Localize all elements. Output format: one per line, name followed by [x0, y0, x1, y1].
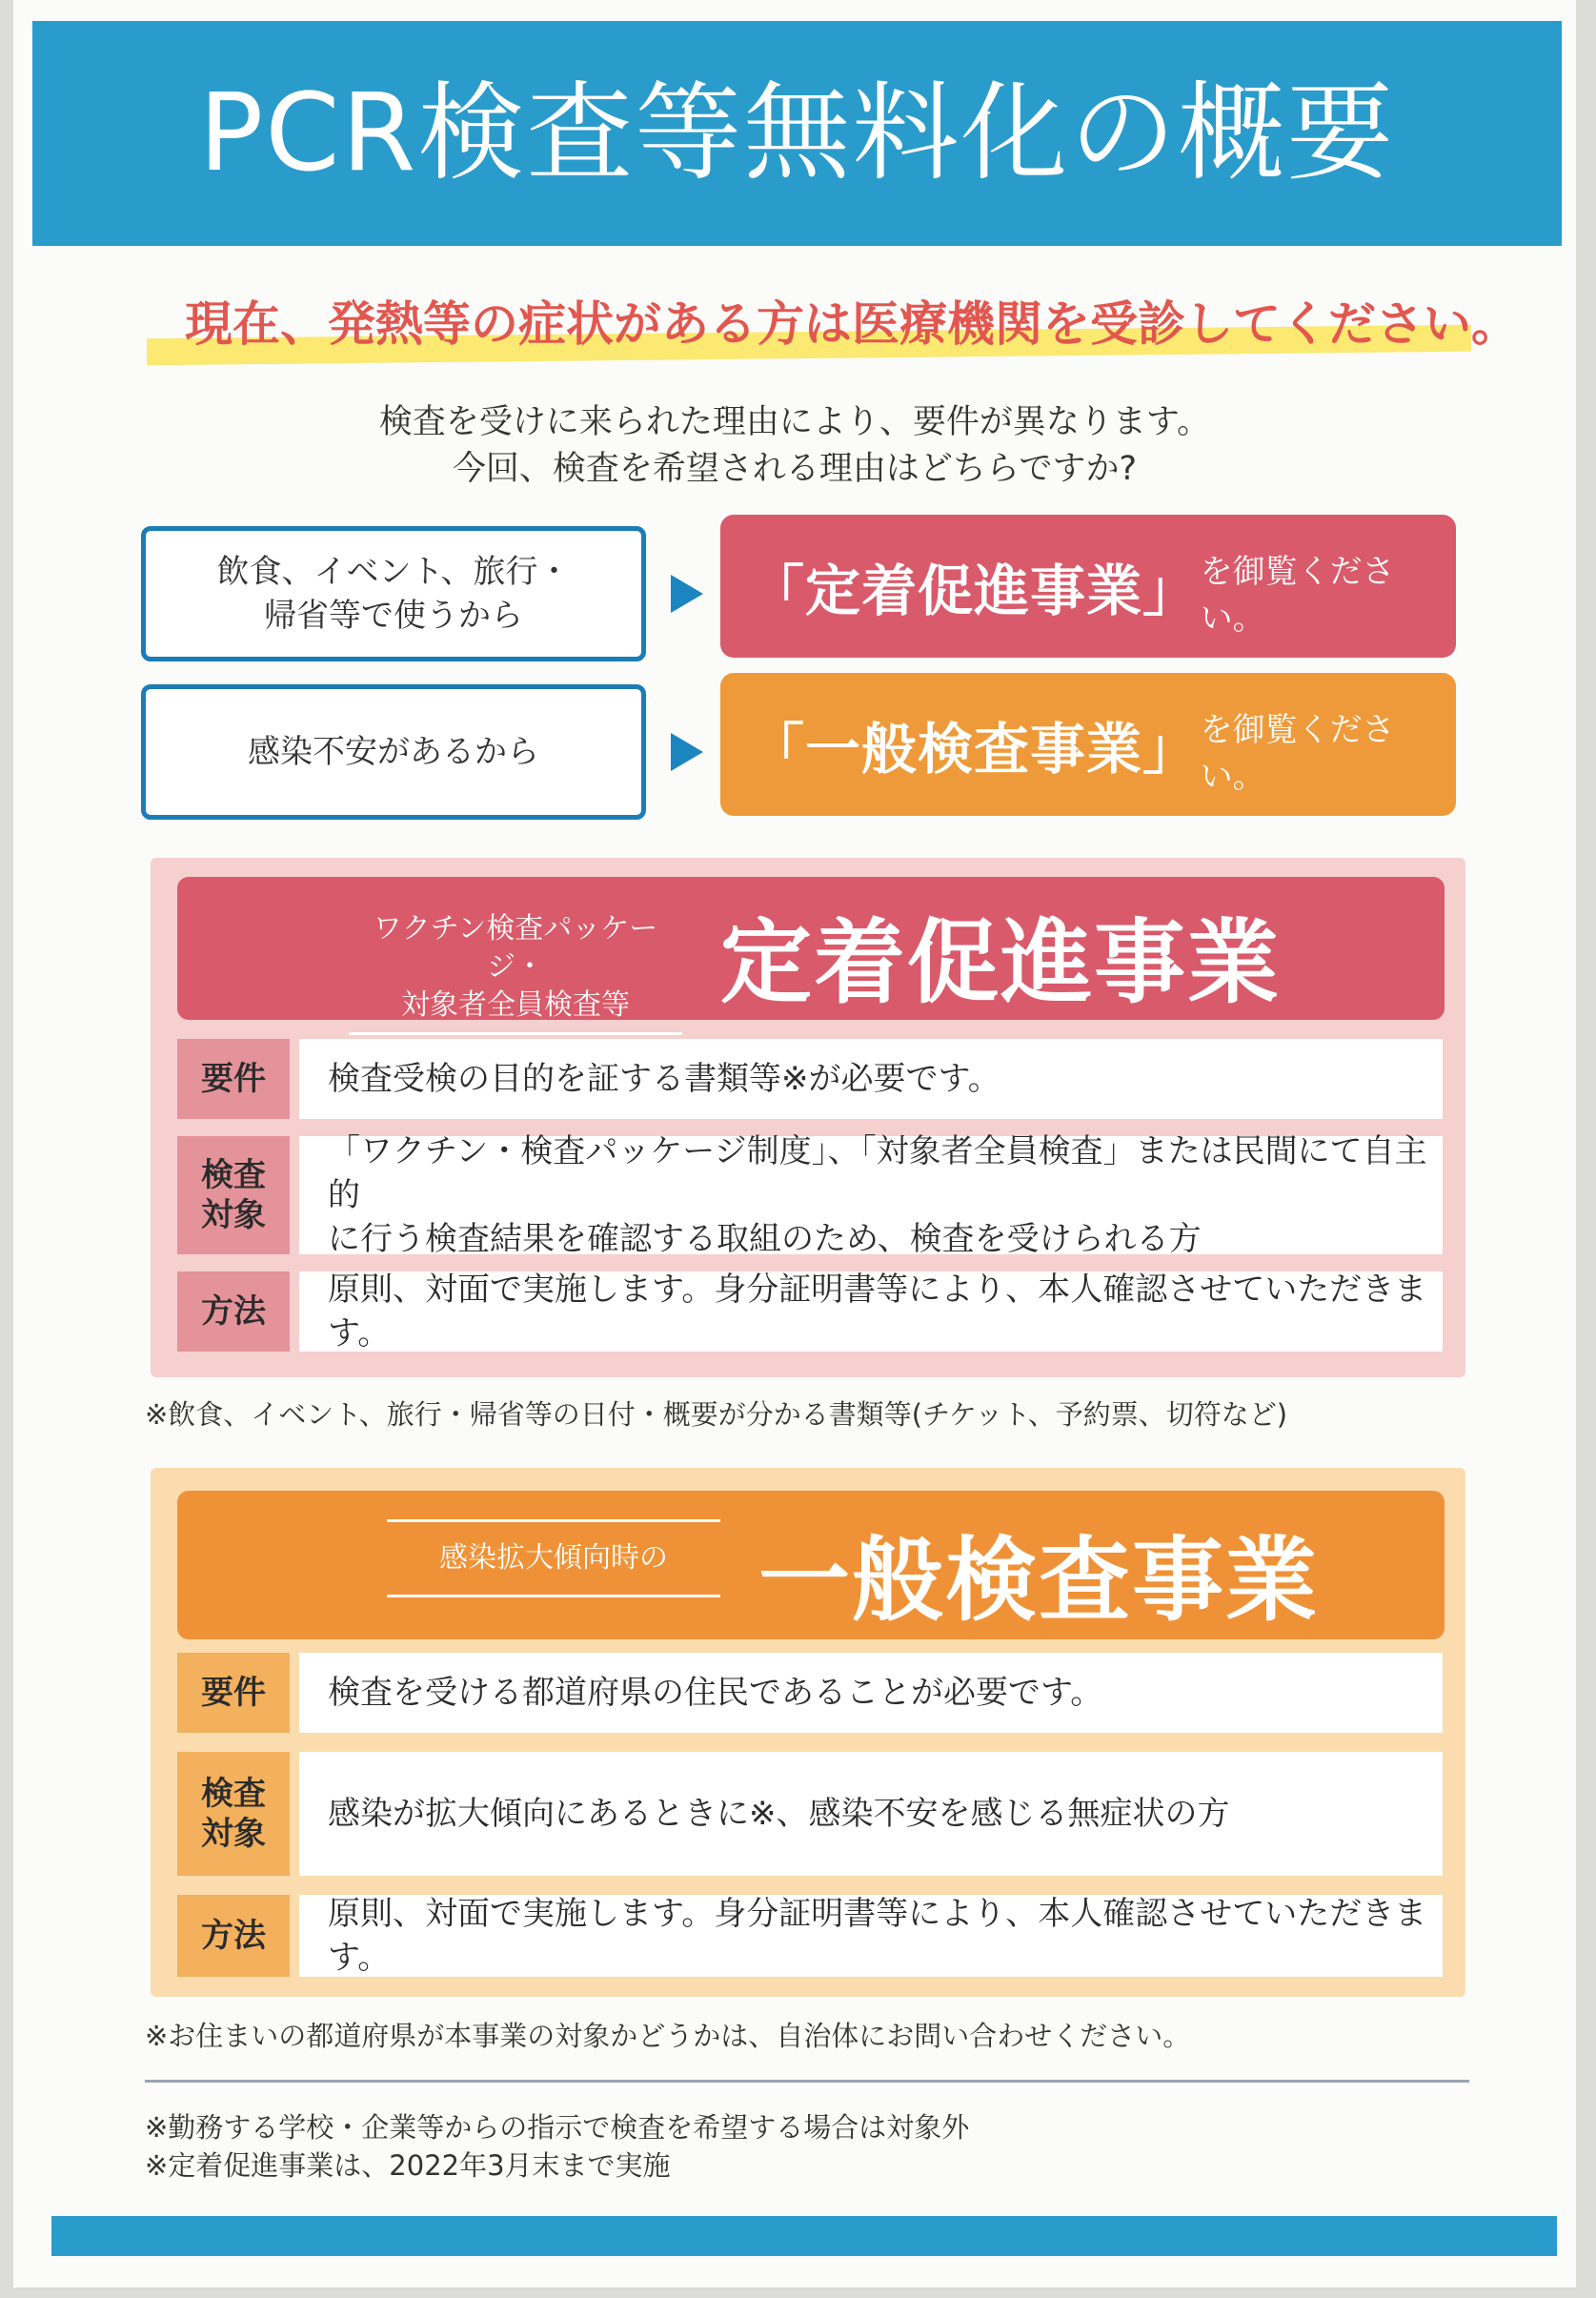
target-suffix: を御覧ください。 [1200, 553, 1395, 638]
page-title: PCR検査等無料化の概要 [198, 71, 1396, 195]
bottom-note-1: ※勤務する学校・企業等からの指示で検査を希望する場合は対象外 [145, 2111, 970, 2144]
section1-footnote: ※飲食、イベント、旅行・帰省等の日付・概要が分かる書類等(チケット、予約票、切符など) [145, 1398, 1288, 1431]
row-label-requirement: 要件 [177, 1039, 290, 1119]
label-line1: 検査 [201, 1156, 266, 1194]
row-label-requirement: 要件 [177, 1653, 290, 1733]
question-line-1: 検査を受けに来られた理由により、要件が異なります。 [378, 403, 1211, 441]
reason-text-line2: 帰省等で使うから [263, 597, 523, 635]
value-line2: に行う検査結果を確認する取組のため、検査を受けられる方 [328, 1220, 1202, 1258]
section-title: 定着促進事業 [720, 909, 1281, 1016]
reason-box-travel [141, 526, 646, 661]
arrow-right-icon [671, 733, 703, 771]
reason-text-line1: 飲食、イベント、旅行・ [216, 553, 571, 591]
subtitle-line2: 対象者全員検査等 [401, 988, 630, 1022]
row-label-target [177, 1136, 290, 1254]
row-label-target [177, 1752, 290, 1876]
row-value-method: 原則、対面で実施します。身分証明書等により、本人確認させていただきます。 [299, 1271, 1443, 1352]
row-value-method: 原則、対面で実施します。身分証明書等により、本人確認させていただきます。 [299, 1895, 1443, 1977]
target-label: 「一般検査事業」 [749, 717, 1200, 782]
label-line2: 対象 [201, 1815, 266, 1853]
subtitle-line1: ワクチン検査パッケージ・ [373, 912, 658, 984]
section-ippan [151, 1468, 1465, 1997]
section2-footnote: ※お住まいの都道府県が本事業の対象かどうかは、自治体にお問い合わせください。 [145, 2020, 1191, 2052]
target-box-ippan [720, 673, 1456, 816]
value-line1: 「ワクチン・検査パッケージ制度」、「対象者全員検査」または民間にて自主的 [328, 1132, 1427, 1214]
section-subtitle: 感染拡大傾向時の [387, 1519, 720, 1597]
section-teichaku [151, 858, 1465, 1377]
label-line2: 対象 [201, 1196, 266, 1234]
label-line1: 検査 [201, 1775, 266, 1813]
notice-text: 現在、発熱等の症状がある方は医療機関を受診してください。 [185, 296, 1519, 352]
target-box-teichaku [720, 515, 1456, 658]
header-band [32, 21, 1562, 246]
flyer-sheet [13, 0, 1576, 2288]
footer-band [51, 2216, 1557, 2256]
target-suffix: を御覧ください。 [1200, 711, 1395, 796]
section-header [177, 1491, 1444, 1639]
divider [145, 2080, 1469, 2083]
row-label-method: 方法 [177, 1895, 290, 1977]
section-title: 一般検査事業 [758, 1527, 1319, 1634]
notice-banner [147, 286, 1519, 362]
question-line-2: 今回、検査を希望される理由はどちらですか? [452, 450, 1138, 488]
bottom-note-2: ※定着促進事業は、2022年3月末まで実施 [145, 2149, 671, 2182]
row-value-requirement: 検査受検の目的を証する書類等※が必要です。 [299, 1039, 1443, 1119]
arrow-right-icon [671, 575, 703, 613]
row-label-method: 方法 [177, 1271, 290, 1352]
section-header [177, 877, 1444, 1020]
reason-box-anxiety [141, 684, 646, 820]
row-value-requirement: 検査を受ける都道府県の住民であることが必要です。 [299, 1653, 1443, 1733]
target-label: 「定着促進事業」 [749, 559, 1200, 623]
reason-text-line1: 感染不安があるから [248, 733, 539, 771]
section-subtitle [349, 910, 682, 1035]
row-value-target: 感染が拡大傾向にあるときに※、感染不安を感じる無症状の方 [299, 1752, 1443, 1876]
row-value-target [299, 1132, 1443, 1258]
